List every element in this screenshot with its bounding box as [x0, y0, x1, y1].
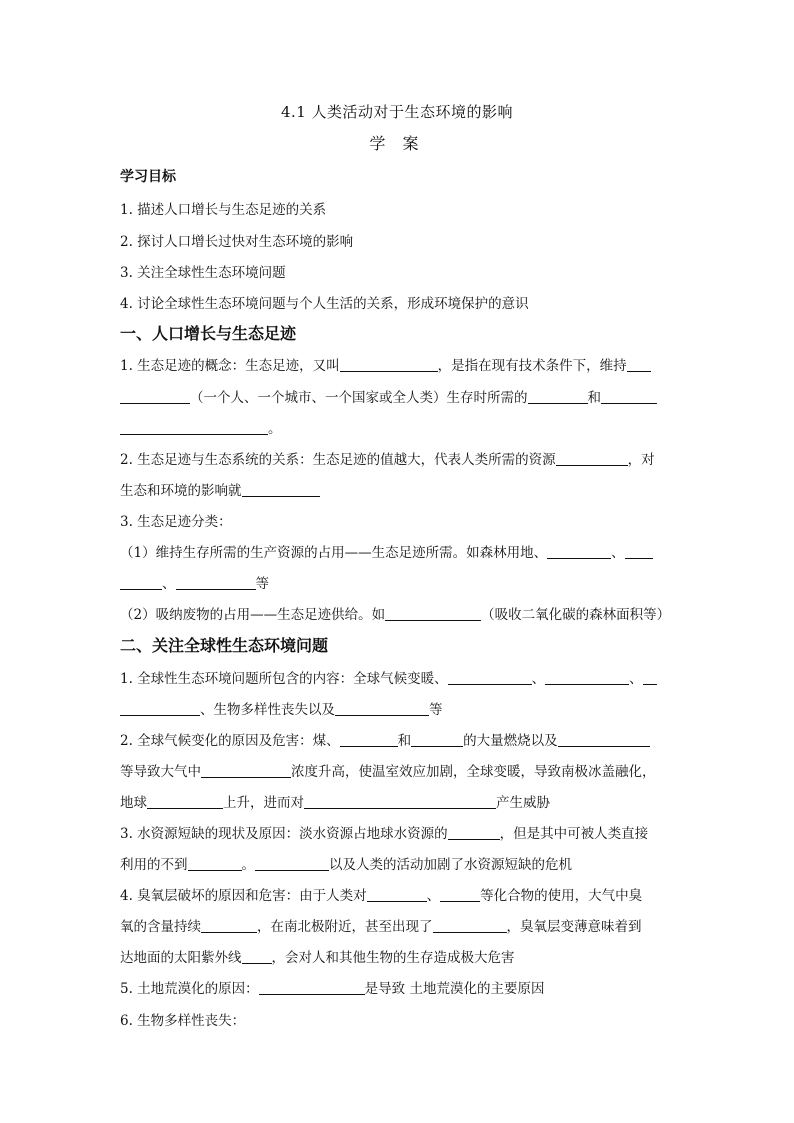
section1-heading: 一、人口增长与生态足迹 — [120, 324, 297, 343]
fill-blank[interactable] — [627, 357, 651, 372]
fill-blank[interactable] — [545, 670, 629, 685]
fill-blank[interactable] — [242, 482, 320, 497]
text: 生态和环境的影响就 — [120, 483, 242, 499]
text: （吸收二氧化碳的森林面积等） — [481, 607, 671, 623]
text: ，对 — [627, 452, 655, 468]
goal-item: 2. 探讨人口增长过快对生态环境的影响 — [120, 234, 354, 250]
fill-blank[interactable] — [201, 918, 257, 933]
fill-blank[interactable] — [448, 825, 500, 840]
fill-blank[interactable] — [255, 856, 329, 871]
text: （1）维持生存所需的生产资源的占用——生态足迹所需。如森林用地、 — [120, 545, 548, 561]
fill-blank[interactable] — [242, 949, 272, 964]
s2-q5 — [120, 977, 680, 997]
goals-heading: 学习目标 — [120, 169, 176, 185]
text: 地球 — [120, 795, 147, 811]
fill-blank[interactable] — [335, 701, 429, 716]
text: 、 — [426, 888, 441, 904]
text: ，在南北极附近，甚至出现了 — [257, 919, 433, 935]
text: 、 — [611, 545, 625, 561]
fill-blank[interactable] — [188, 856, 242, 871]
text: 等 — [429, 702, 443, 718]
fill-blank[interactable] — [625, 544, 653, 559]
text: 等化合物的使用，大气中臭 — [480, 888, 643, 904]
text: 。 — [268, 421, 282, 437]
fill-blank[interactable] — [440, 887, 480, 902]
text: 2. 生态足迹与生态系统的关系：生态足迹的值越大，代表人类所需的资源 — [120, 452, 556, 468]
text: 和 — [397, 733, 412, 749]
text: 等导致大气中 — [120, 764, 201, 780]
s2-q4-line1 — [120, 884, 680, 904]
s1-q3-2 — [120, 603, 680, 623]
s2-q1-line1 — [120, 667, 680, 687]
section2-heading: 二、关注全球性生态环境问题 — [120, 636, 329, 655]
fill-blank[interactable] — [120, 420, 268, 435]
fill-blank[interactable] — [120, 575, 162, 590]
fill-blank[interactable] — [601, 389, 657, 404]
text: 浓度升高，使温室效应加剧，全球变暖，导致南极冰盖融化， — [291, 764, 656, 780]
fill-blank[interactable] — [411, 732, 463, 747]
text: 2. 全球气候变化的原因及危害：煤、 — [120, 733, 340, 749]
fill-blank[interactable] — [259, 980, 365, 995]
text: 利用的不到 — [120, 857, 188, 873]
text: 、 — [629, 671, 643, 687]
text: ，会对人和其他生物的生存造成极大危害 — [271, 950, 515, 966]
s1-q1-line1 — [120, 354, 680, 374]
s1-q3-1-line1 — [120, 541, 680, 561]
fill-blank[interactable] — [367, 887, 427, 902]
s1-q3: 3. 生态足迹分类： — [120, 514, 232, 530]
s2-q3-line2 — [120, 853, 680, 873]
text: 氧的含量持续 — [120, 919, 201, 935]
fill-blank[interactable] — [147, 794, 223, 809]
s2-q1-line2 — [120, 698, 680, 718]
s1-q2-line2 — [120, 479, 680, 499]
text: 的大量燃烧以及 — [463, 733, 558, 749]
text: 达地面的太阳紫外线 — [120, 950, 242, 966]
goal-item: 4. 讨论全球性生态环境问题与个人生活的关系，形成环境保护的意识 — [120, 296, 529, 312]
fill-blank[interactable] — [304, 794, 496, 809]
text: 。 — [241, 857, 255, 873]
text: 以及人类的活动加剧了水资源短缺的危机 — [329, 857, 572, 873]
page-title: 4.1 人类活动对于生态环境的影响 — [280, 103, 514, 121]
text: 4. 臭氧层破坏的原因和危害：由于人类对 — [120, 888, 367, 904]
fill-blank[interactable] — [120, 701, 200, 716]
text: ，臭氧层变薄意味着到 — [506, 919, 642, 935]
text: 、 — [531, 671, 546, 687]
s2-q2-line3 — [120, 791, 680, 811]
s2-q2-line2 — [120, 760, 680, 780]
fill-blank[interactable] — [120, 389, 190, 404]
fill-blank[interactable] — [433, 918, 507, 933]
text: （2）吸纳废物的占用——生态足迹供给。如 — [120, 607, 386, 623]
s2-q4-line2 — [120, 915, 680, 935]
s1-q1-line2 — [120, 386, 680, 406]
text: ，但是其中可被人类直接 — [499, 826, 649, 842]
fill-blank[interactable] — [340, 732, 398, 747]
text: ，是指在现有技术条件下，维持 — [437, 358, 627, 374]
s1-q1-line3 — [120, 417, 680, 437]
s2-q2-line1 — [120, 729, 680, 749]
fill-blank[interactable] — [340, 357, 438, 372]
text: 、生物多样性丧失以及 — [200, 702, 335, 718]
goal-item: 3. 关注全球性生态环境问题 — [120, 265, 286, 281]
text: 1. 生态足迹的概念：生态足迹，又叫 — [120, 358, 340, 374]
s1-q3-1-line2 — [120, 572, 680, 592]
text: 5. 土地荒漠化的原因： — [120, 981, 259, 997]
s1-q2-line1 — [120, 448, 680, 468]
text: 3. 水资源短缺的现状及原因：淡水资源占地球水资源的 — [120, 826, 448, 842]
fill-blank[interactable] — [448, 670, 532, 685]
fill-blank[interactable] — [385, 606, 481, 621]
text: 1. 全球性生态环境问题所包含的内容：全球气候变暖、 — [120, 671, 448, 687]
s2-q6: 6. 生物多样性丧失： — [120, 1013, 246, 1029]
fill-blank[interactable] — [556, 451, 628, 466]
s2-q3-line1 — [120, 822, 680, 842]
text: 是导致 土地荒漠化的主要原因 — [364, 981, 545, 997]
fill-blank[interactable] — [528, 389, 588, 404]
text: （一个人、一个城市、一个国家或全人类）生存时所需的 — [190, 390, 528, 406]
text: 、 — [162, 576, 176, 592]
text: 产生威胁 — [496, 795, 550, 811]
s2-q4-line3 — [120, 946, 680, 966]
fill-blank[interactable] — [547, 544, 611, 559]
text: 等 — [255, 576, 269, 592]
fill-blank[interactable] — [201, 763, 291, 778]
text: 和 — [587, 390, 601, 406]
fill-blank[interactable] — [558, 732, 650, 747]
text: 上升，进而对 — [223, 795, 304, 811]
fill-blank[interactable] — [176, 575, 256, 590]
fill-blank[interactable] — [643, 670, 657, 685]
goal-item: 1. 描述人口增长与生态足迹的关系 — [120, 202, 327, 218]
page-subtitle: 学 案 — [369, 134, 425, 153]
